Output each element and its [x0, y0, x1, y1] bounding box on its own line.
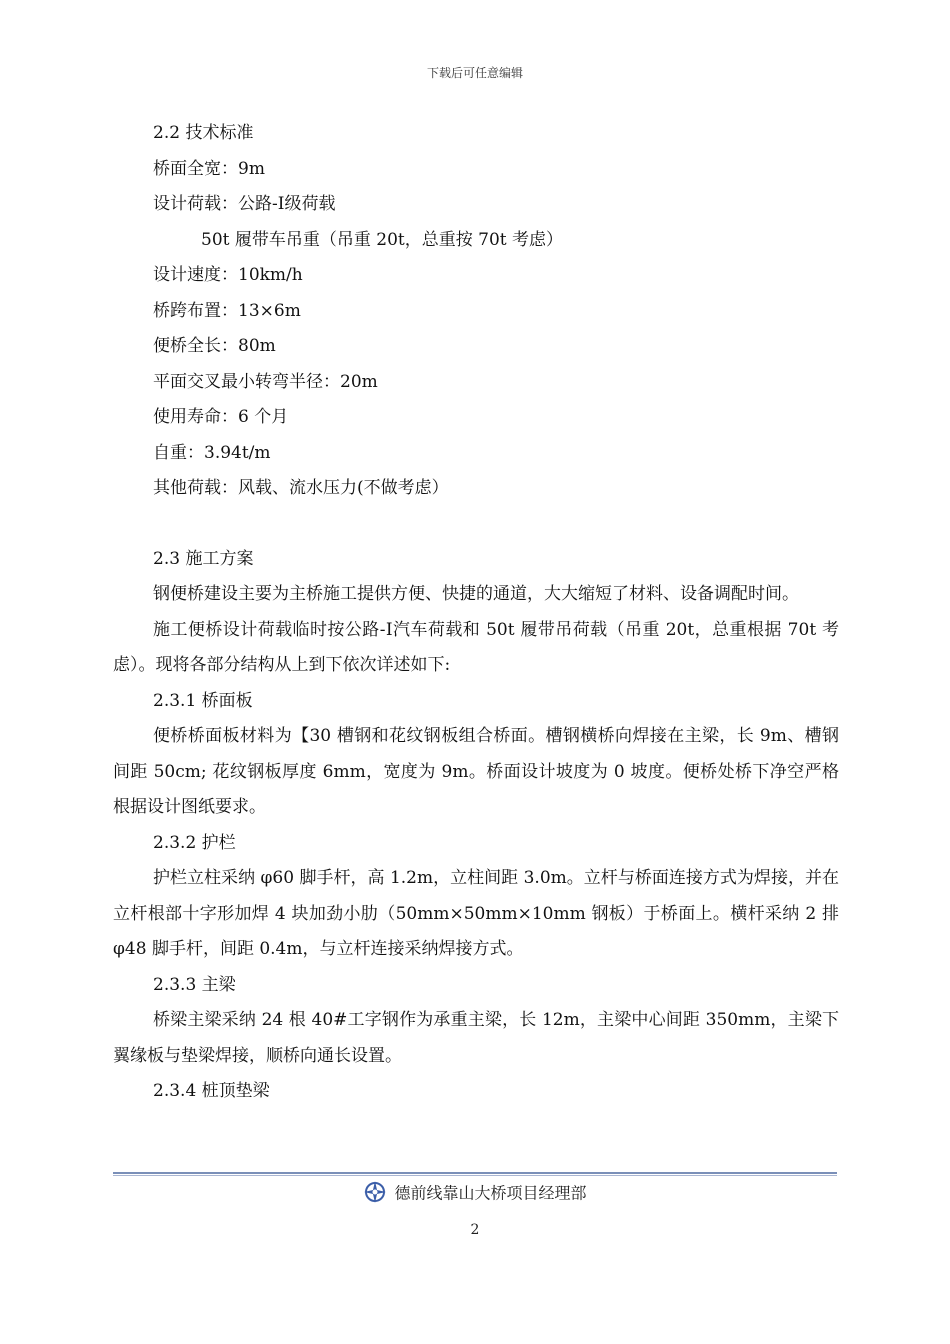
spec-turn-radius: 平面交叉最小转弯半径：20m [153, 371, 378, 392]
paragraph-purpose: 钢便桥建设主要为主桥施工提供方便、快捷的通道，大大缩短了材料、设备调配时间。 [153, 584, 799, 604]
footer-rule-thin [113, 1175, 837, 1176]
spec-design-load: 设计荷载：公路-Ⅰ级荷载 [153, 194, 336, 214]
paragraph-guardrail: 护栏立柱采纳 φ60 脚手杆，高 1.2m，立柱间距 3.0m。立杆与桥面连接方式为焊接，并在立杆根部十字形加焊 4 块加劲小肋（50mm×50mm×10mm 钢板）于桥面上。横杆采纳 2 排 φ48 脚手杆，间距 0.4m，与立杆连接采纳焊接方式。 [113, 868, 839, 959]
spec-bridge-length: 便桥全长：80m [153, 336, 276, 356]
document-body [113, 116, 839, 1110]
header-note: 下载后可任意编辑 [426, 66, 523, 80]
page-number: 2 [470, 1222, 480, 1238]
section-2-3-1-title: 2.3.1 桥面板 [153, 690, 253, 711]
blank-line [113, 507, 839, 542]
spec-span-layout: 桥跨布置：13×6m [153, 300, 301, 321]
paragraph-main-beam: 桥梁主梁采纳 24 根 40#工字钢作为承重主梁，长 12m，主梁中心间距 350mm，主梁下翼缘板与垫梁焊接，顺桥向通长设置。 [113, 1010, 839, 1066]
spec-design-speed: 设计速度：10km/h [153, 265, 303, 285]
spec-self-weight: 自重：3.94t/m [153, 442, 271, 463]
section-2-3-title: 2.3 施工方案 [153, 548, 254, 569]
company-logo-icon [363, 1180, 387, 1208]
spec-design-load-crawler: 50t 履带车吊重（吊重 20t，总重按 70t 考虑） [201, 229, 564, 250]
footer-org-name: 德前线靠山大桥项目经理部 [394, 1183, 587, 1203]
section-2-3-4-title: 2.3.4 桩顶垫梁 [153, 1081, 270, 1101]
spec-bridge-width: 桥面全宽：9m [153, 158, 265, 179]
paragraph-design-load: 施工便桥设计荷载临时按公路-Ⅰ汽车荷载和 50t 履带吊荷载（吊重 20t，总重根据 70t 考虑）。现将各部分结构从上到下依次详述如下: [113, 619, 839, 675]
paragraph-deck-plate: 便桥桥面板材料为【30 槽钢和花纹钢板组合桥面。槽钢横桥向焊接在主梁，长 9m、槽钢间距 50cm; 花纹钢板厚度 6mm，宽度为 9m。桥面设计坡度为 0 坡度。便桥处桥下净空严格根据设计图纸要求。 [113, 726, 839, 817]
spec-other-loads: 其他荷载：风载、流水压力(不做考虑） [153, 478, 449, 498]
spec-service-life: 使用寿命：6 个月 [153, 407, 289, 427]
footer-rule [113, 1172, 837, 1174]
section-2-2-title: 2.2 技术标准 [153, 123, 254, 143]
footer [0, 1180, 950, 1208]
section-2-3-2-title: 2.3.2 护栏 [153, 832, 236, 853]
section-2-3-3-title: 2.3.3 主梁 [153, 974, 236, 995]
